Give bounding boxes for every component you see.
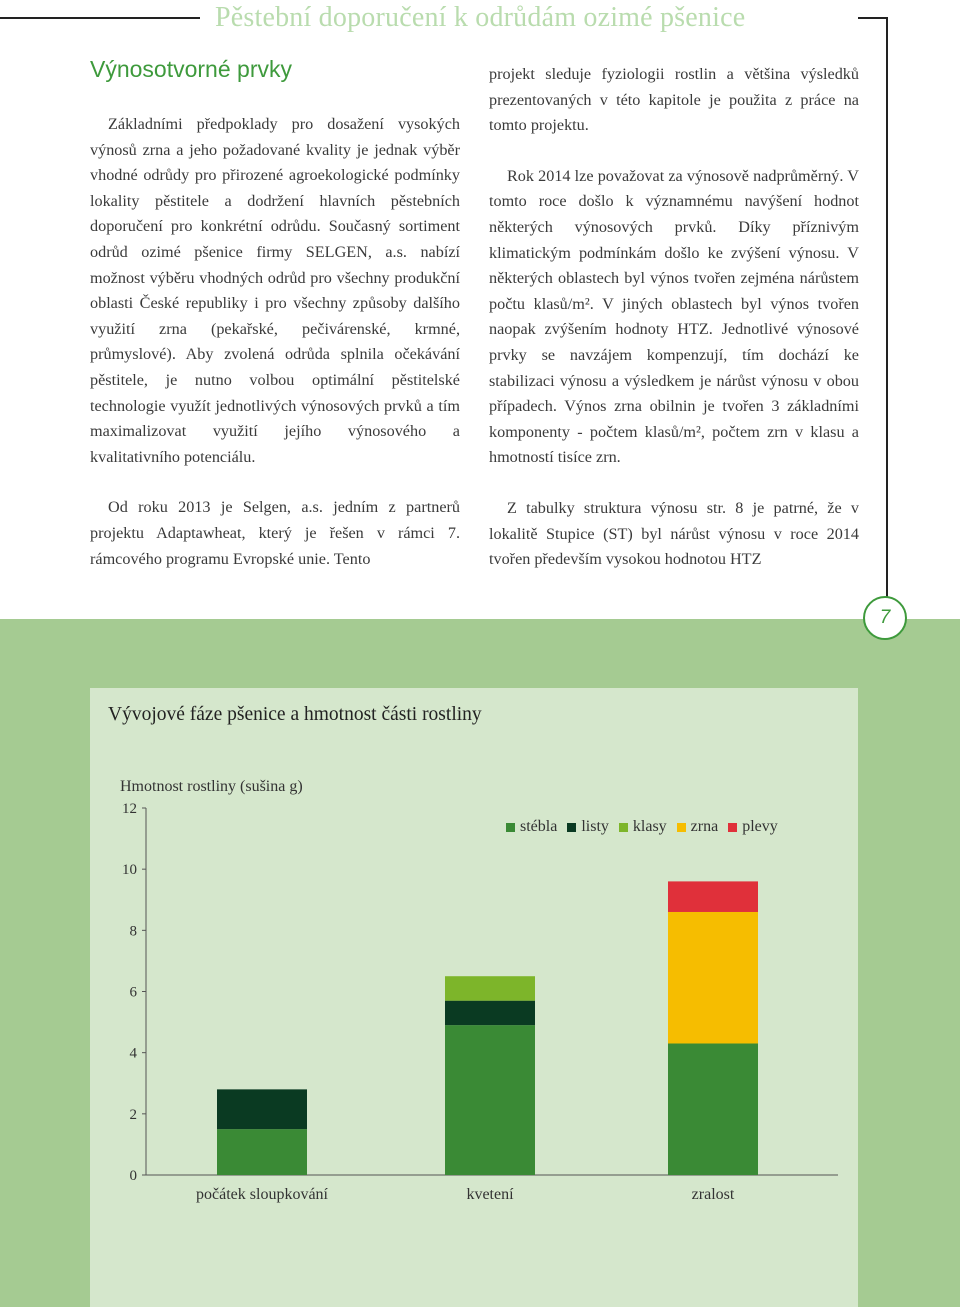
y-tick-label: 8 bbox=[129, 923, 137, 940]
bar-segment-stébla bbox=[668, 1043, 758, 1175]
page-number: 7 bbox=[863, 596, 907, 640]
bar-segment-zrna bbox=[668, 912, 758, 1044]
legend-item-zrna bbox=[677, 818, 719, 836]
right-text-column bbox=[489, 62, 859, 573]
legend-item-klasy bbox=[619, 818, 667, 836]
figure-title: Vývojové fáze pšenice a hmotnost části rostliny bbox=[108, 704, 482, 725]
legend-item-listy bbox=[567, 818, 609, 836]
legend-swatch bbox=[506, 823, 515, 832]
y-tick-label: 12 bbox=[122, 801, 137, 817]
legend-swatch bbox=[567, 823, 576, 832]
header-rule-vertical bbox=[886, 17, 888, 617]
bar-segment-stébla bbox=[445, 1025, 535, 1175]
header-rule-right bbox=[858, 17, 888, 19]
bar-segment-klasy bbox=[445, 976, 535, 1000]
y-tick-label: 0 bbox=[129, 1168, 137, 1184]
bar-segment-stébla bbox=[217, 1129, 307, 1175]
legend-label: klasy bbox=[632, 818, 667, 835]
stacked-bar-chart bbox=[90, 688, 858, 1307]
legend-label: zrna bbox=[690, 818, 719, 835]
legend-swatch bbox=[619, 823, 628, 832]
running-title: Pěstební doporučení k odrůdám ozimé pšenice bbox=[215, 2, 746, 33]
section-title: Výnosotvorné prvky bbox=[90, 56, 292, 82]
y-axis-label: Hmotnost rostliny (sušina g) bbox=[120, 778, 303, 795]
y-tick-label: 2 bbox=[129, 1106, 137, 1123]
legend-swatch bbox=[728, 823, 737, 832]
left-paragraph-1: Základními předpoklady pro dosažení vysokých výnosů zrna a jeho požadované kvality je jednak výběr vhodné odrůdy pro přirozené agroekologické podmínky lokality pěstitele a dodržení hlavních pěstebních doporučení pro konkrétní odrůdu. Současný sortiment odrůd ozimé pšenice firmy SELGEN, a.s. nabízí možnost výběru vhodných odrůd pro všechny produkční oblasti České republiky i pro všechny způsoby dalšího využití zrna (pekařské, pečivárenské, krmné, průmyslové). Aby zvolená odrůda splnila očekávání pěstitele, je nutno volbou optimální pěstitelské technologie využít jednotlivých výnosových prvků a tím maximalizovat využití jejího výnosového a kvalitativního potenciálu. bbox=[90, 115, 460, 466]
figure-panel bbox=[90, 688, 858, 1307]
legend-item-plevy bbox=[728, 818, 778, 836]
y-tick-label: 10 bbox=[122, 862, 137, 879]
legend-label: stébla bbox=[520, 818, 558, 835]
right-paragraph-2: Rok 2014 lze považovat za výnosově nadprůměrný. V tomto roce došlo k významnému navýšení hodnot některých výnosových prvků. Díky příznivým klimatickým podmínkám došlo ke zvýšení výnosu. V některých oblastech byl výnos tvořen zejména nárůstem počtu klasů/m². V jiných oblastech byl výnos tvořen naopak zvýšením hodnoty HTZ. Jednotlivé výnosové prvky se navzájem kompenzují, tím dochází ke stabilizaci výnosu a výsledkem je nárůst výnosu v obou případech. Výnos zrna obilnin je tvořen 3 základními komponenty - počtem klasů/m², počtem zrn v klasu a hmotností tisíce zrn. bbox=[489, 166, 859, 467]
x-category-label: kvetení bbox=[466, 1186, 514, 1203]
x-category-label: zralost bbox=[691, 1186, 735, 1203]
legend-item-stébla bbox=[506, 818, 557, 836]
right-paragraph-3: Z tabulky struktura výnosu str. 8 je patrné, že v lokalitě Stupice (ST) byl nárůst výnosu v roce 2014 tvořen především vysokou hodnotou HTZ bbox=[489, 498, 859, 569]
header-rule-left bbox=[0, 17, 200, 19]
left-text-column bbox=[90, 112, 460, 572]
y-tick-label: 4 bbox=[129, 1045, 137, 1062]
legend-label: plevy bbox=[742, 818, 778, 835]
bar-segment-listy bbox=[445, 1001, 535, 1025]
right-paragraph-1: projekt sleduje fyziologii rostlin a většina výsledků prezentovaných v této kapitole je použita z práce na tomto projektu. bbox=[489, 65, 859, 135]
x-category-label: počátek sloupkování bbox=[196, 1186, 328, 1203]
chart-legend bbox=[506, 818, 778, 836]
legend-swatch bbox=[677, 823, 686, 832]
y-tick-label: 6 bbox=[129, 984, 137, 1001]
bar-segment-plevy bbox=[668, 881, 758, 912]
left-paragraph-2: Od roku 2013 je Selgen, a.s. jedním z partnerů projektu Adaptawheat, který je řešen v rámci 7. rámcového programu Evropské unie. Tento bbox=[90, 498, 460, 568]
bar-segment-listy bbox=[217, 1089, 307, 1129]
legend-label: listy bbox=[581, 818, 609, 835]
